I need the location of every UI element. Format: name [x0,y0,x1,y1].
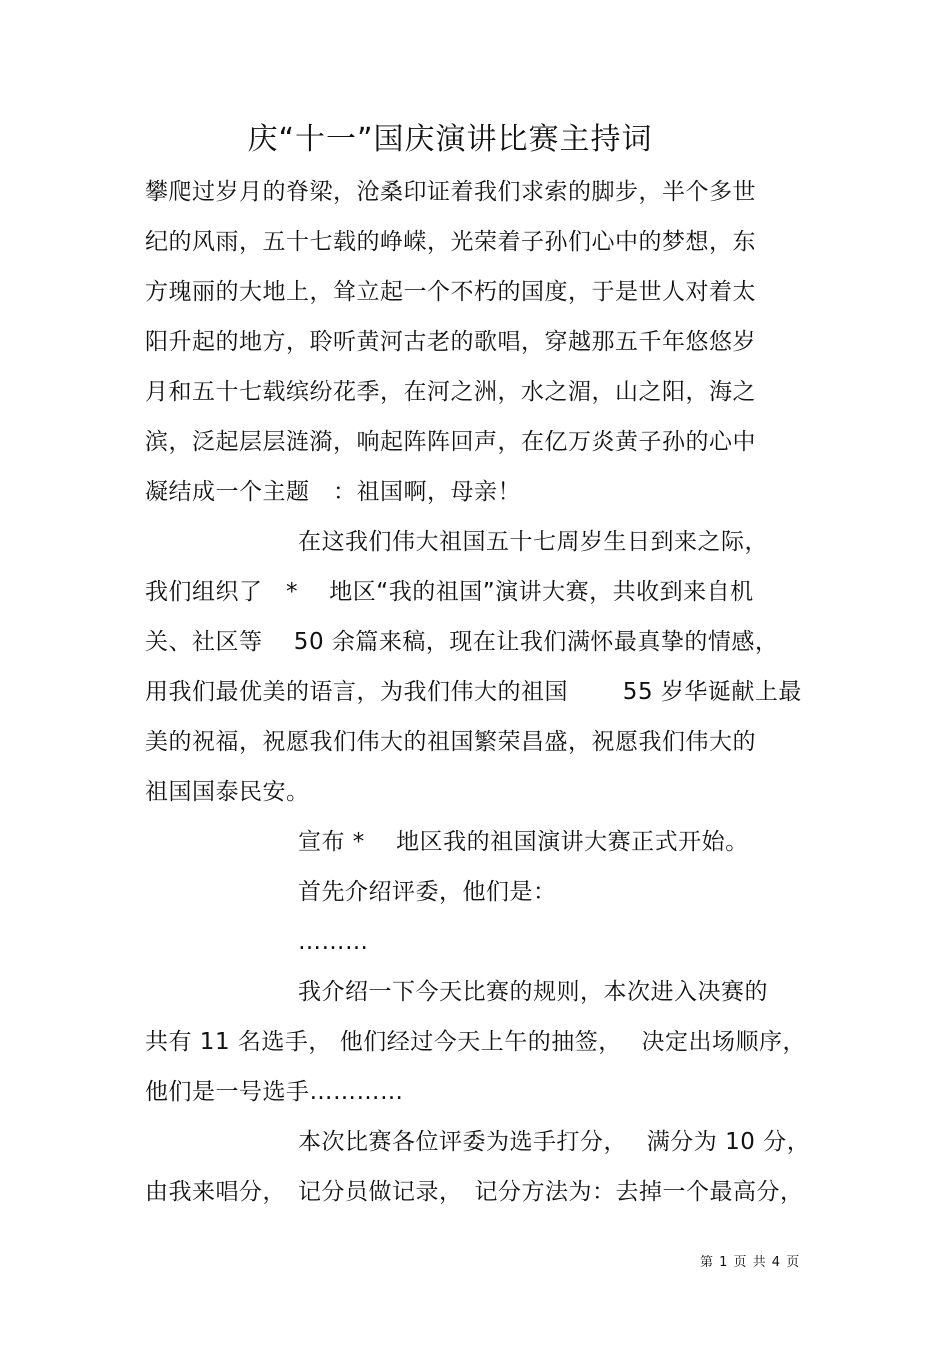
body-line: 共有 11 名选手， 他们经过今天上午的抽签， 决定出场顺序， [145,1029,807,1055]
body-line: 他们是一号选手………… [145,1079,404,1105]
document-title: 庆“十一”国庆演讲比赛主持词 [247,122,653,157]
body-line: 用我们最优美的语言，为我们伟大的祖国 55 岁华诞献上最 [145,679,802,705]
body-line: 祖国国泰民安。 [145,779,310,805]
body-line: 凝结成一个主题 ：祖国啊，母亲！ [145,479,521,505]
page-number: 第 1 页 共 4 页 [700,1255,801,1270]
body-line: 本次比赛各位评委为选手打分， 满分为 10 分， [298,1129,811,1155]
body-line: 关、社区等 50 余篇来稿，现在让我们满怀最真挚的情感， [145,629,779,655]
body-line: 我介绍一下今天比赛的规则，本次进入决赛的 [298,979,768,1005]
body-line: 方瑰丽的大地上，耸立起一个不朽的国度，于是世人对着太 [145,279,756,305]
body-line: 首先介绍评委，他们是： [298,879,557,905]
body-line: 月和五十七载缤纷花季，在河之洲，水之湄，山之阳，海之 [145,379,756,405]
body-line: 宣布 * 地区我的祖国演讲大赛正式开始。 [298,829,749,855]
body-line: 我们组织了 * 地区“我的祖国”演讲大赛，共收到来自机 [145,579,754,605]
body-line: 攀爬过岁月的脊梁，沧桑印证着我们求索的脚步，半个多世 [145,179,756,205]
body-line: 纪的风雨，五十七载的峥嵘，光荣着子孙们心中的梦想，东 [145,229,756,255]
body-line: 阳升起的地方，聆听黄河古老的歌唱，穿越那五千年悠悠岁 [145,329,756,355]
body-line: 美的祝福，祝愿我们伟大的祖国繁荣昌盛，祝愿我们伟大的 [145,729,756,755]
body-line: 由我来唱分， 记分员做记录， 记分方法为：去掉一个最高分， [145,1179,804,1205]
body-line: ……… [298,929,369,955]
body-line: 在这我们伟大祖国五十七周岁生日到来之际， [298,529,768,555]
body-line: 滨，泛起层层涟漪，响起阵阵回声，在亿万炎黄子孙的心中 [145,429,756,455]
